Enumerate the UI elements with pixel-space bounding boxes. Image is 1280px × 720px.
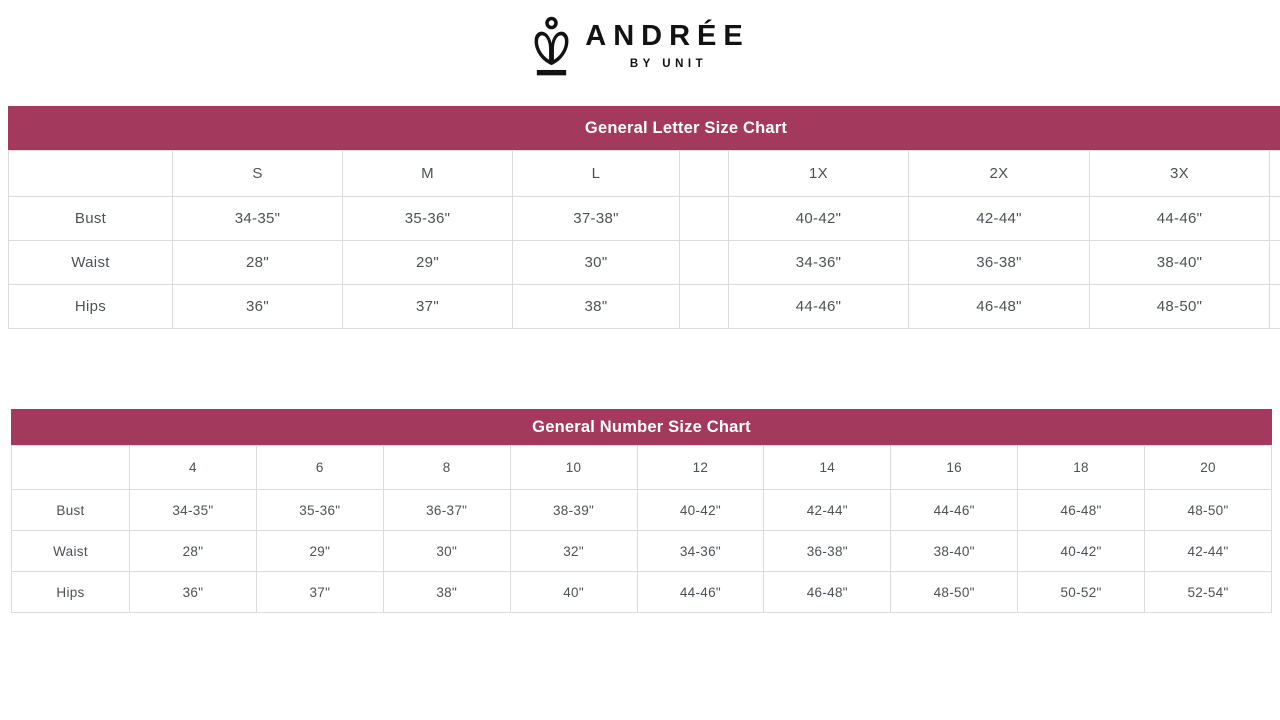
measurement-value: 42-44": [909, 197, 1090, 241]
measurement-value: 34-36": [729, 241, 909, 285]
measurement-value: 38-40": [891, 531, 1018, 572]
measurement-value: 30": [513, 241, 680, 285]
empty-cell: [680, 285, 729, 329]
measurement-value: 29": [256, 531, 383, 572]
measurement-value: 44-46": [1090, 197, 1270, 241]
size-column-header: 18: [1018, 446, 1145, 490]
measurement-label: Waist: [9, 241, 173, 285]
measurement-value: 42-44": [764, 490, 891, 531]
measurement-value: 34-35": [173, 197, 343, 241]
size-column-header: 14: [764, 446, 891, 490]
size-column-header: 8: [383, 446, 510, 490]
size-column-header: 6: [256, 446, 383, 490]
size-column-header: S: [173, 151, 343, 197]
measurement-row: [9, 197, 1280, 241]
measurement-value: 37-38": [513, 197, 680, 241]
size-column-header: 16: [891, 446, 1018, 490]
measurement-value: 36-38": [764, 531, 891, 572]
size-column-header: 12: [637, 446, 764, 490]
number-size-chart: [11, 409, 1272, 613]
brand-name: ANDRÉE: [585, 20, 750, 52]
tulip-flower-icon: [530, 16, 573, 77]
measurement-value: 29": [343, 241, 513, 285]
measurement-value: 36": [173, 285, 343, 329]
measurement-value: 46-48": [764, 572, 891, 613]
measurement-value: 38": [383, 572, 510, 613]
measurement-value: 32": [510, 531, 637, 572]
measurement-value: 40-42": [729, 197, 909, 241]
measurement-value: 36": [130, 572, 257, 613]
measurement-value: 28": [173, 241, 343, 285]
measurement-value: 44-46": [729, 285, 909, 329]
measurement-value: 48-50": [1145, 490, 1272, 531]
measurement-value: 36-37": [383, 490, 510, 531]
measurement-value: 52-54": [1145, 572, 1272, 613]
letter-chart-title-bar: [8, 106, 1280, 150]
brand-wordmark: [583, 20, 749, 70]
size-header-row: [9, 151, 1280, 197]
measurement-value: 38": [513, 285, 680, 329]
measurement-value: 35-36": [343, 197, 513, 241]
number-chart-table: [11, 445, 1272, 613]
empty-cell: [12, 446, 130, 490]
letter-chart-title: General Letter Size Chart: [584, 118, 788, 137]
measurement-value: 35-36": [256, 490, 383, 531]
measurement-value: 48-50": [891, 572, 1018, 613]
number-chart-title-bar: [11, 409, 1272, 445]
size-column-header: 10: [510, 446, 637, 490]
measurement-value: 38-40": [1090, 241, 1270, 285]
measurement-value: 46-48": [909, 285, 1090, 329]
measurement-value: 40": [510, 572, 637, 613]
empty-cell: [1270, 241, 1280, 285]
measurement-value: 37": [256, 572, 383, 613]
measurement-label: Bust: [12, 490, 130, 531]
empty-cell: [680, 197, 729, 241]
measurement-value: 28": [130, 531, 257, 572]
measurement-value: 50-52": [1018, 572, 1145, 613]
measurement-row: [12, 531, 1272, 572]
measurement-value: 44-46": [891, 490, 1018, 531]
size-header-row: [12, 446, 1272, 490]
size-column-header: 1X: [729, 151, 909, 197]
size-column-header: 4: [130, 446, 257, 490]
measurement-value: 46-48": [1018, 490, 1145, 531]
empty-cell: [680, 151, 729, 197]
measurement-label: Bust: [9, 197, 173, 241]
empty-cell: [1270, 285, 1280, 329]
measurement-value: 42-44": [1145, 531, 1272, 572]
brand-logo: [0, 0, 1280, 78]
measurement-row: [12, 572, 1272, 613]
empty-cell: [9, 151, 173, 197]
measurement-value: 48-50": [1090, 285, 1270, 329]
measurement-value: 37": [343, 285, 513, 329]
measurement-value: 36-38": [909, 241, 1090, 285]
size-column-header: L: [513, 151, 680, 197]
number-chart-title: General Number Size Chart: [532, 417, 751, 436]
measurement-value: 40-42": [1018, 531, 1145, 572]
measurement-label: Waist: [12, 531, 130, 572]
measurement-value: 38-39": [510, 490, 637, 531]
measurement-value: 44-46": [637, 572, 764, 613]
empty-cell: [1270, 197, 1280, 241]
measurement-value: 34-36": [637, 531, 764, 572]
size-column-header: 2X: [909, 151, 1090, 197]
measurement-value: 40-42": [637, 490, 764, 531]
size-column-header: M: [343, 151, 513, 197]
measurement-row: [12, 490, 1272, 531]
size-column-header: 3X: [1090, 151, 1270, 197]
measurement-label: Hips: [12, 572, 130, 613]
empty-cell: [680, 241, 729, 285]
brand-tagline: BY UNIT: [629, 58, 708, 70]
empty-cell: [1270, 151, 1280, 197]
letter-chart-table: [8, 150, 1280, 329]
measurement-row: [9, 285, 1280, 329]
measurement-label: Hips: [9, 285, 173, 329]
letter-size-chart: [8, 106, 1280, 329]
measurement-value: 34-35": [130, 490, 257, 531]
measurement-row: [9, 241, 1280, 285]
size-column-header: 20: [1145, 446, 1272, 490]
measurement-value: 30": [383, 531, 510, 572]
